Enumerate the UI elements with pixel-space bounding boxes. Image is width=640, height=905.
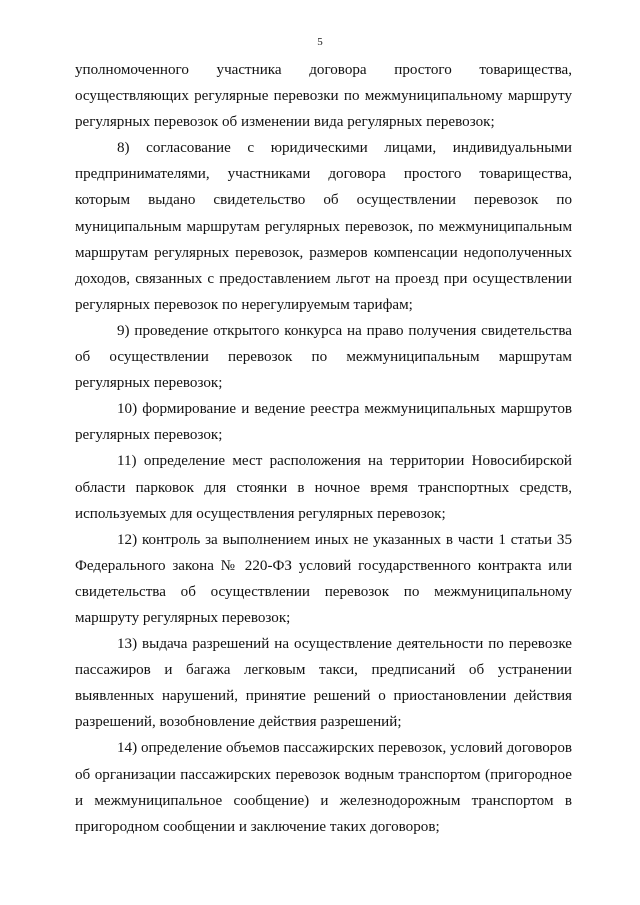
paragraph-item-14: 14) определение объемов пассажирских перевозок, условий договоров об организации пассажирских перевозок водным транспортом (пригородное и межмуниципальное сообщение) и железнодорожным транспортом в пригородном сообщении и заключение таких договоров; bbox=[75, 740, 572, 835]
paragraph-item-12: 12) контроль за выполнением иных не указанных в части 1 статьи 35 Федерального закона № 220-ФЗ условий государственного контракта или свидетельства об осуществлении перевозок по межмуниципальному маршруту регулярных перевозок; bbox=[75, 531, 572, 626]
paragraph-item-10: 10) формирование и ведение реестра межмуниципальных маршрутов регулярных перевозок; bbox=[75, 401, 572, 444]
paragraph-item-13: 13) выдача разрешений на осуществление деятельности по перевозке пассажиров и багажа легковым такси, предписаний об устранении выявленных нарушений, принятие решений о приостановлении действия разрешений, возобновление действия разрешений; bbox=[75, 636, 572, 731]
paragraph-continuation: уполномоченного участника договора простого товарищества, осуществляющих регулярные перевозки по межмуниципальному маршруту регулярных перевозок об изменении вида регулярных перевозок; bbox=[75, 62, 572, 131]
document-body bbox=[75, 57, 572, 840]
paragraph-item-8: 8) согласование с юридическими лицами, индивидуальными предпринимателями, участниками договора простого товарищества, которым выдано свидетельство об осуществлении перевозок по муниципальным маршрутам регулярных перевозок, по межмуниципальным маршрутам регулярных перевозок, размеров компенсации недополученных доходов, связанных с предоставлением льгот на проезд при осуществлении регулярных перевозок по нерегулируемым тарифам; bbox=[75, 140, 572, 313]
paragraph-item-11: 11) определение мест расположения на территории Новосибирской области парковок для стоянки в ночное время транспортных средств, используемых для осуществления регулярных перевозок; bbox=[75, 453, 572, 522]
page-number: 5 bbox=[317, 36, 323, 48]
paragraph-item-9: 9) проведение открытого конкурса на право получения свидетельства об осуществлении перевозок по межмуниципальным маршрутам регулярных перевозок; bbox=[75, 322, 572, 392]
